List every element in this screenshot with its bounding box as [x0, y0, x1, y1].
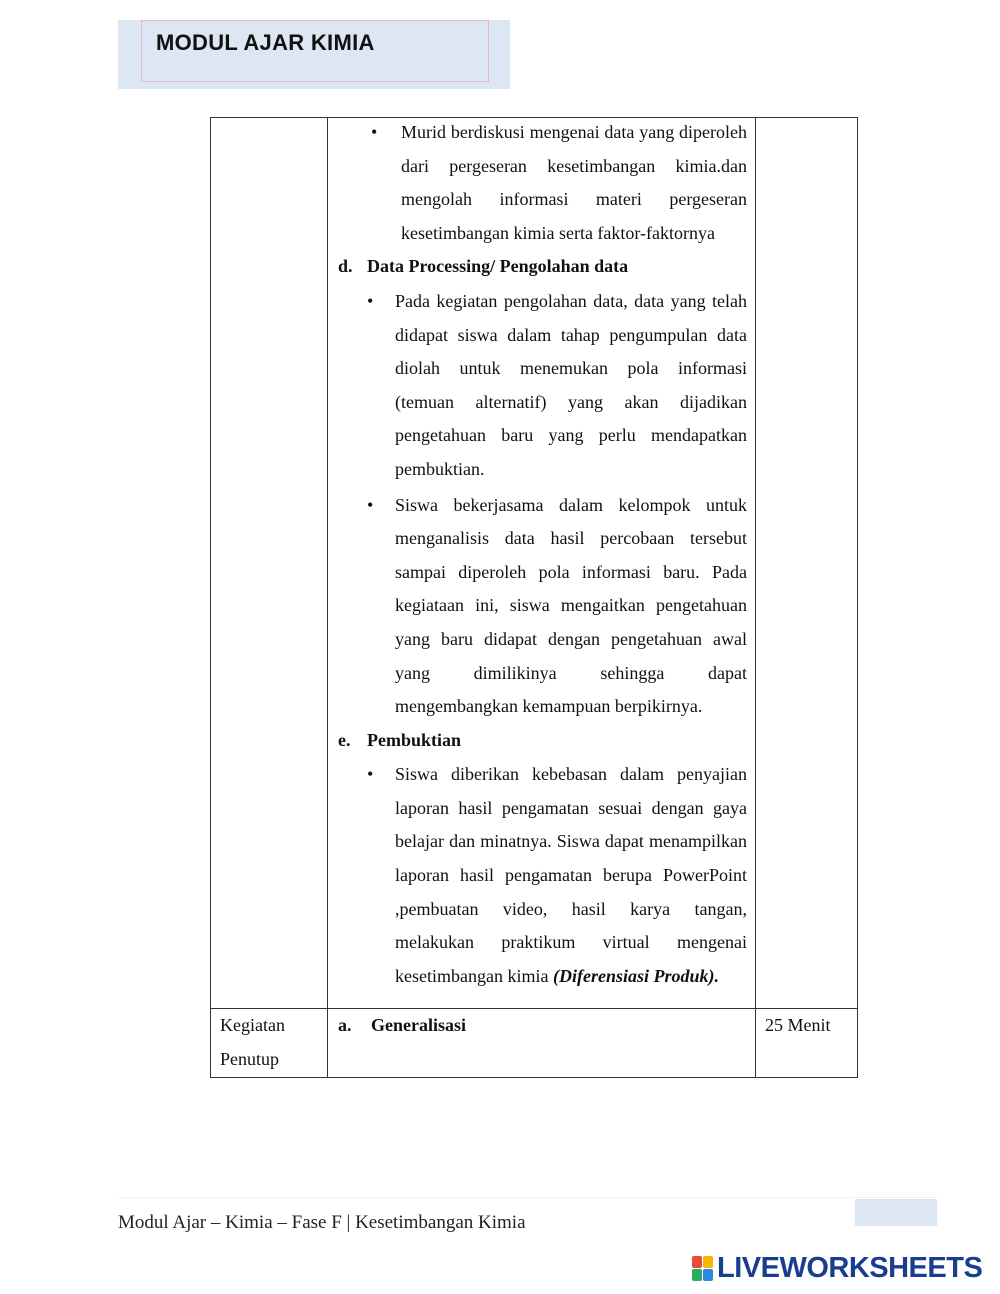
logo-tile-blue [703, 1269, 713, 1281]
section-title: Pembuktian [367, 729, 462, 750]
activity-label: Kegiatan Penutup [220, 1015, 285, 1070]
activity-cell [211, 1009, 328, 1077]
liveworksheets-watermark [692, 1252, 982, 1285]
bullet-icon: • [367, 290, 374, 311]
section-label: a. [338, 1015, 352, 1036]
section-title: Generalisasi [371, 1015, 466, 1036]
duration-cell [756, 118, 858, 1009]
bullet-text: Siswa bekerjasama dalam kelompok untuk menganalisis data hasil percobaan tersebut sampai diperoleh pola informasi baru. Pada kegiataan ini, siswa mengaitkan pengetahuan yang baru didapat dengan pengetahuan awal yang dimilikinya sehingga dapat mengembangkan kemampuan berpikirnya. [395, 494, 747, 717]
activity-cell [211, 118, 328, 1009]
duration-cell [756, 1009, 858, 1077]
description-cell [328, 118, 756, 1009]
bullet-icon: • [367, 494, 374, 515]
table-row [211, 118, 858, 1009]
bullet-text: Murid berdiskusi mengenai data yang diperoleh dari pergeseran kesetimbangan kimia.dan mengolah informasi materi pergeseran kesetimbangan kimia serta faktor-faktornya [401, 122, 747, 243]
bullet-text: Siswa diberikan kebebasan dalam penyajian laporan hasil pengamatan sesuai dengan gaya belajar dan minatnya. Siswa dapat menampilkan laporan hasil pengamatan berupa PowerPoint ,pembuatan video, hasil karya tangan, melakukan praktikum virtual mengenai kesetimbangan kimia [395, 764, 747, 986]
lesson-table [210, 117, 858, 1078]
logo-tile-yellow [703, 1256, 713, 1268]
section-label: e. [338, 729, 351, 750]
bullet-item [367, 758, 747, 993]
bullet-emphasis: (Diferensiasi Produk). [552, 965, 719, 986]
footer-divider [118, 1197, 936, 1198]
bullet-item [371, 116, 747, 250]
liveworksheets-logo-icon [692, 1256, 713, 1281]
footer-text: Modul Ajar – Kimia – Fase F | Kesetimbangan Kimia [118, 1212, 526, 1233]
footer-page-tab [855, 1199, 937, 1226]
page-title: MODUL AJAR KIMIA [156, 30, 375, 55]
bullet-item [367, 489, 747, 724]
bullet-text: Pada kegiatan pengolahan data, data yang telah didapat siswa dalam tahap pengumpulan data diolah untuk menemukan pola informasi (temuan alternatif) yang akan dijadikan pengetahuan baru yang perlu mendapatkan pembuktian. [395, 290, 747, 479]
logo-tile-red [692, 1256, 702, 1268]
bullet-icon: • [367, 764, 374, 785]
table-row [211, 1009, 858, 1077]
section-title: Data Processing/ Pengolahan data [367, 256, 629, 277]
section-heading [338, 724, 747, 758]
section-label: d. [338, 256, 353, 277]
logo-tile-green [692, 1269, 702, 1281]
duration-label: 25 Menit [765, 1015, 831, 1036]
bullet-icon: • [371, 122, 378, 142]
section-heading [338, 1009, 747, 1043]
liveworksheets-logo-text: LIVEWORKSHEETS [717, 1252, 983, 1284]
description-cell [328, 1009, 756, 1077]
section-heading [338, 250, 747, 284]
bullet-item [367, 285, 747, 487]
